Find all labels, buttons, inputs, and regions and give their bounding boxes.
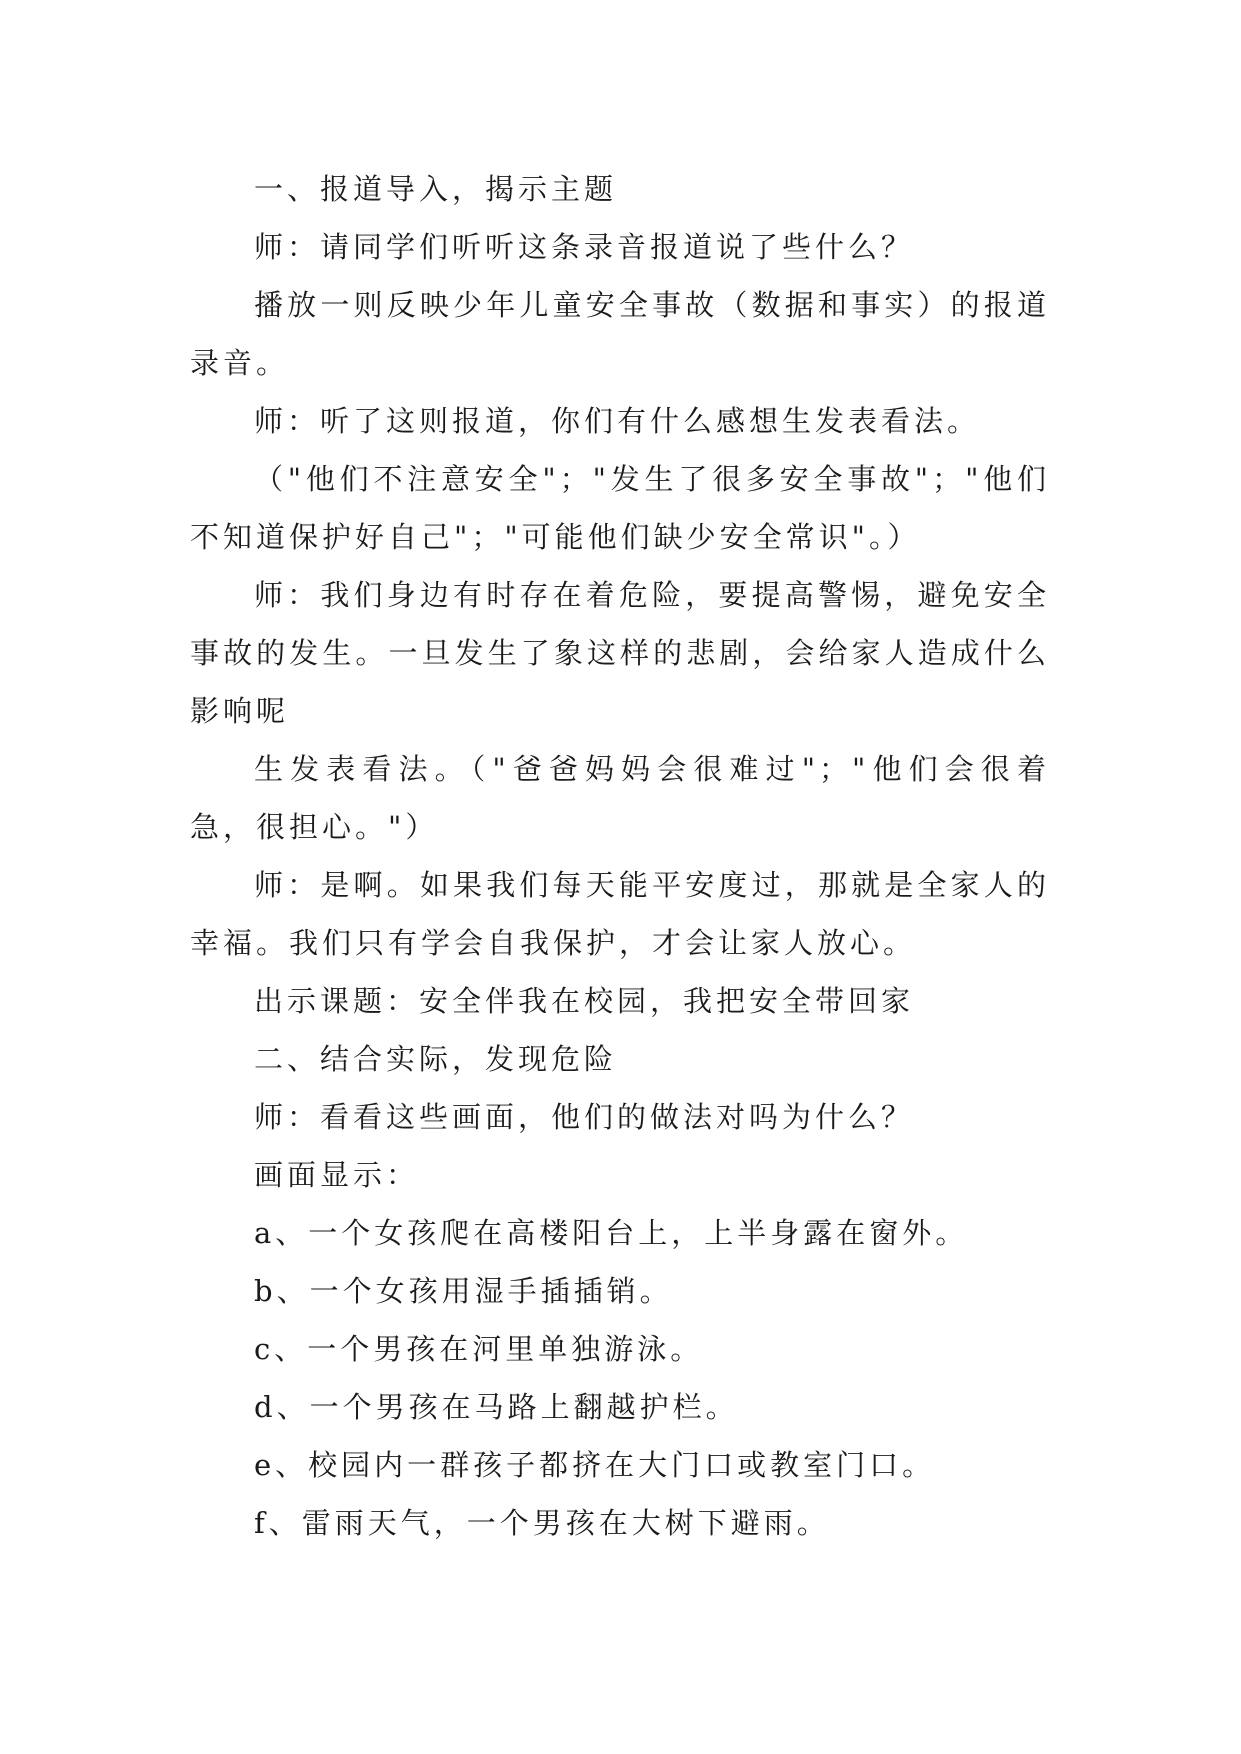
- list-item: d、一个男孩在马路上翻越护栏。: [254, 1390, 739, 1424]
- list-item: a、一个女孩爬在高楼阳台上，上半身露在窗外。: [254, 1216, 969, 1250]
- paragraph: 师：请同学们听听这条录音报道说了些什么？: [254, 230, 915, 264]
- section-heading-1: 一、报道导入，揭示主题: [254, 172, 618, 206]
- paragraph: 师：我们身边有时存在着危险，要提高警惕，避免安全事故的发生。一旦发生了象这样的悲剧，会给家人造成什么影响呢: [190, 578, 1050, 728]
- lesson-title: 出示课题：安全伴我在校园，我把安全带回家: [254, 984, 915, 1018]
- paragraph: 师：看看这些画面，他们的做法对吗为什么？: [254, 1100, 915, 1134]
- paragraph: 画面显示：: [254, 1158, 420, 1192]
- document-body: [190, 160, 1050, 1552]
- list-item: f、雷雨天气，一个男孩在大树下避雨。: [254, 1506, 830, 1540]
- paragraph: （"他们不注意安全"；"发生了很多安全事故"；"他们不知道保护好自己"；"可能他们缺少安全常识"。）: [190, 462, 1050, 554]
- list-item: c、一个男孩在河里单独游泳。: [254, 1332, 704, 1366]
- paragraph: 生发表看法。（"爸爸妈妈会很难过"；"他们会很着急，很担心。"）: [190, 752, 1050, 844]
- paragraph: 师：是啊。如果我们每天能平安度过，那就是全家人的幸福。我们只有学会自我保护，才会让家人放心。: [190, 868, 1050, 960]
- paragraph: 播放一则反映少年儿童安全事故（数据和事实）的报道录音。: [190, 288, 1050, 380]
- list-item: e、校园内一群孩子都挤在大门口或教室门口。: [254, 1448, 936, 1482]
- paragraph: 师：听了这则报道，你们有什么感想生发表看法。: [254, 404, 981, 438]
- section-heading-2: 二、结合实际，发现危险: [254, 1042, 618, 1076]
- list-item: b、一个女孩用湿手插插销。: [254, 1274, 673, 1308]
